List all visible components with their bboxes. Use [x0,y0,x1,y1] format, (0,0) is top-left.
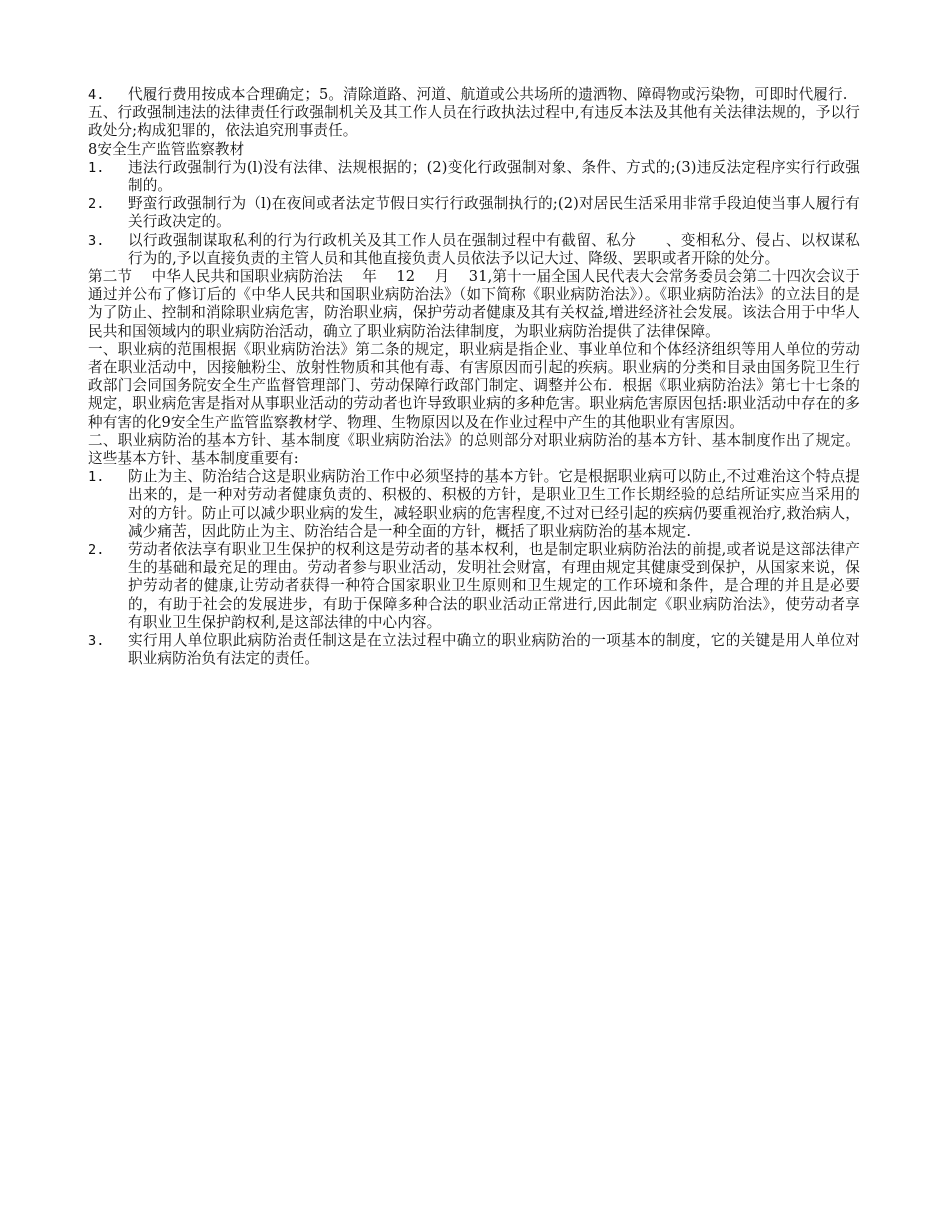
list-item [88,86,860,104]
list-item-text: 野蛮行政强制行为（l)在夜间或者法定节假日实行行政强制执行的;(2)对居民生活采用非常手段迫使当事人履行有关行政决定的。 [128,195,860,231]
textbook-heading: 8安全生产监管监察教材 [88,140,245,158]
list-item-number: 1. [88,159,105,176]
list-item-text: 代履行费用按成本合理确定；5。清除道路、河道、航道或公共场所的遗洒物、障碍物或污染物，可即时代履行. [128,86,848,103]
list-item-text: 以行政强制谋取私利的行为行政机关及其工作人员在强制过程中有截留、私分 、变相私分、侵占、以权谋私行为的,予以直接负责的主管人员和其他直接负责人员依法予以记大过、降级、罢职或者开除的处分。 [128,231,860,267]
list-item [88,232,860,268]
list-item-number: 4. [88,87,105,103]
list-item [88,195,860,231]
scope-paragraph: 一、职业病的范围根据《职业病防治法》第二条的规定，职业病是指企业、事业单位和个体经济组织等用人单位的劳动者在职业活动中，因接触粉尘、放射性物质和其他有毒、有害原因而引起的疾病。职业病的分类和目录由国务院卫生行政部门会同国务院安全生产监督管理部门、劳动保障行政部门制定、调整并公布．根据《职业病防治法》第七十七条的规定，职业病危害是指对从事职业活动的劳动者也许导致职业病的多种危害。职业病危害原因包括:职业活动中存在的多种有害的化9安全生产监管监察教材学、物理、生物原因以及在作业过程中产生的其他职业有害原因。 [88,340,860,431]
policy-paragraph: 二、职业病防治的基本方针、基本制度《职业病防治法》的总则部分对职业病防治的基本方针、基本制度作出了规定。这些基本方针、基本制度重要有: [88,431,860,468]
list-item-text: 违法行政强制行为(l)没有法律、法规根据的；(2)变化行政强制对象、条件、方式的;(3)违反法定程序实行行政强制的。 [128,158,860,195]
list-item [88,468,860,541]
list-item-text: 实行用人单位职此病防治责任制这是在立法过程中确立的职业病防治的一项基本的制度，它的关键是用人单位对职业病防治负有法定的责任。 [128,632,860,668]
list-item-number: 3. [88,633,105,650]
section-five-paragraph: 五、行政强制违法的法律责任行政强制机关及其工作人员在行政执法过程中,有违反本法及其他有关法律法规的，予以行政处分;构成犯罪的，依法追究刑事责任。 [88,104,860,140]
list-item-text: 防止为主、防治结合这是职业病防治工作中必须坚持的基本方针。它是根据职业病可以防止,不过难治这个特点提出来的，是一种对劳动者健康负责的、积极的、积极的方针，是职业卫生工作长期经验的总结所证实应当采用的对的方针。防止可以减少职业病的发生，减轻职业病的危害程度,不过对已经引起的疾病仍要重视治疗,救治病人，减少痛苦，因此防止为主、防治结合是一种全面的方针，概括了职业病防治的基本规定. [128,468,860,540]
list-item-number: 1. [88,469,105,486]
list-item [88,632,860,668]
section-two-paragraph: 第二节 中华人民共和国职业病防治法 年 12 月 31,第十一届全国人民代表大会常务委员会第二十四次会议于通过并公布了修订后的《中华人民共和国职业病防治法》（如下简称《职业病防治法》）。《职业病防治法》的立法目的是为了防止、控制和消除职业病危害，防治职业病，保护劳动者健康及其有关权益,增进经济社会发展。该法合用于中华人民共和国领域内的职业病防治活动，确立了职业病防治法律制度，为职业病防治提供了法律保障。 [88,268,860,340]
list-item-number: 2. [88,542,105,559]
list-item [88,541,860,632]
list-item-number: 2. [88,196,105,213]
list-item-text: 劳动者依法享有职业卫生保护的权利这是劳动者的基本权利，也是制定职业病防治法的前提,或者说是这部法律产生的基础和最充足的理由。劳动者参与职业活动，发明社会财富，有理由规定其健康受到保护，从国家来说，保护劳动者的健康,让劳动者获得一种符合国家职业卫生原则和卫生规定的工作环境和条件，是合理的并且是必要的，有助于社会的发展进步，有助于保障多种合法的职业活动正常进行,因此制定《职业病防治法》，使劳动者享有职业卫生保护韵权利,是这部法律的中心内容。 [128,541,860,631]
document-page [88,86,860,669]
list-item [88,159,860,195]
list-item-number: 3. [88,232,105,249]
